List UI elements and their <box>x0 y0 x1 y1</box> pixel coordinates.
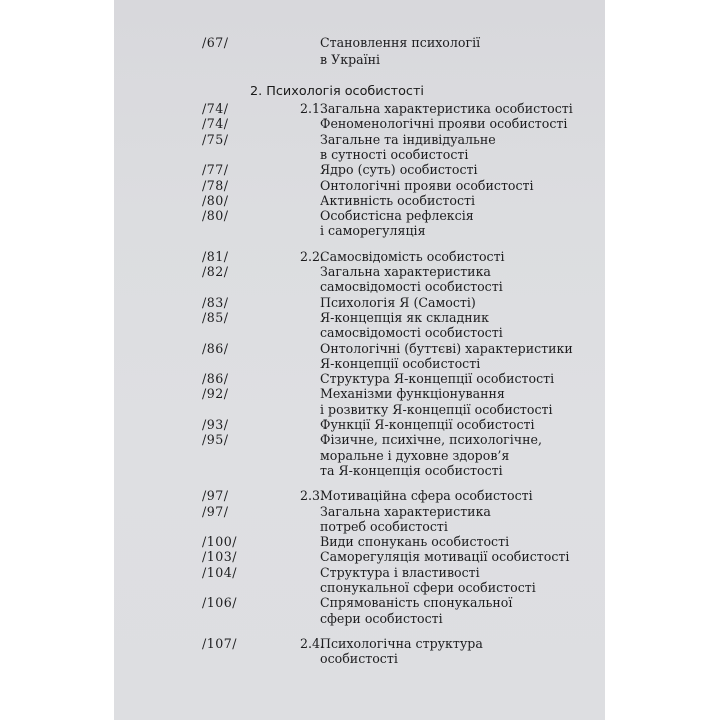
entry-title-line: моральне і духовне здоров’я <box>320 447 510 463</box>
subsection-number: 2.1. <box>300 101 325 116</box>
entry-title-line: Особистісна рефлексія <box>320 208 474 224</box>
page-number: /93/ <box>202 417 229 432</box>
page-number: /97/ <box>202 503 229 519</box>
entry-title-line: особистості <box>320 651 398 667</box>
page-number: /80/ <box>202 192 229 208</box>
entry-title-line: Види спонукань особистості <box>320 534 510 550</box>
page-number: /85/ <box>202 309 229 325</box>
page-number: /67/ <box>202 35 229 50</box>
entry-title-line: Функції Я-концепції особистості <box>320 417 535 432</box>
page-number: /104/ <box>202 564 238 580</box>
entry-title-line: Онтологічні прояви особистості <box>320 177 534 193</box>
entry-title-line: самосвідомості особистості <box>320 325 503 341</box>
entry-title-line: Загальна характеристика <box>320 503 491 519</box>
entry-title-line: Ядро (суть) особистості <box>320 162 478 178</box>
page-number: /95/ <box>202 432 229 448</box>
entry-title-line: і саморегуляція <box>320 223 426 239</box>
subsection-number: 2.4. <box>300 635 325 651</box>
entry-title-line: Самосвідомість особистості <box>320 248 505 264</box>
entry-title-line: та Я-концепція особистості <box>320 462 503 478</box>
entry-title-line: Феноменологічні прояви особистості <box>320 116 568 132</box>
entry-title-line: Саморегуляція мотивації особистості <box>320 549 570 565</box>
entry-title-line: Психологічна структура <box>320 635 483 651</box>
page-number: /74/ <box>202 116 229 132</box>
entry-title-line: в сутності особистості <box>320 146 469 162</box>
page-number: /83/ <box>202 294 229 310</box>
entry-title-line: Фізичне, психічне, психологічне, <box>320 432 542 448</box>
subsection-number: 2.2. <box>300 248 325 264</box>
section-title: 2. Психологія особистості <box>250 84 424 99</box>
entry-title-line: Структура Я-концепції особистості <box>320 371 555 387</box>
entry-title-line: Структура і властивості <box>320 564 480 580</box>
entry-title-line: потреб особистості <box>320 518 448 534</box>
page-number: /106/ <box>202 595 238 611</box>
page-number: /75/ <box>202 131 229 147</box>
entry-title-line: Механізми функціонування <box>320 386 505 402</box>
page-number: /86/ <box>202 371 229 387</box>
page-number: /82/ <box>202 264 229 279</box>
entry-title-line: спонукальної сфери особистості <box>320 580 536 595</box>
subsection-number: 2.3. <box>300 488 325 504</box>
entry-title-line: сфери особистості <box>320 610 443 626</box>
page-number: /107/ <box>202 635 238 651</box>
page-number: /74/ <box>202 101 229 116</box>
entry-title-line: в Україні <box>320 52 381 67</box>
entry-title-line: Мотиваційна сфера особистості <box>320 488 533 504</box>
entry-title-line: Я-концепції особистості <box>320 355 481 371</box>
entry-title-line: самосвідомості особистості <box>320 279 503 295</box>
entry-title-line: Онтологічні (буттєві) характеристики <box>320 340 573 356</box>
entry-title-line: Активність особистості <box>320 192 476 208</box>
entry-title-line: Психологія Я (Самості) <box>320 294 476 310</box>
entry-title-line: Загальна характеристика особистості <box>320 101 573 116</box>
page-number: /80/ <box>202 208 229 224</box>
page-number: /77/ <box>202 162 229 178</box>
entry-title-line: Загальна характеристика <box>320 264 491 279</box>
entry-title-line: і розвитку Я-концепції особистості <box>320 401 553 417</box>
page-number: /86/ <box>202 340 229 356</box>
page-number: /97/ <box>202 488 229 504</box>
entry-title-line: Загальне та індивідуальне <box>320 131 496 147</box>
page-number: /92/ <box>202 386 229 402</box>
entry-title-line: Спрямованість спонукальної <box>320 595 513 611</box>
page-number: /103/ <box>202 549 238 565</box>
entry-title-line: Становлення психології <box>320 35 481 50</box>
book-page <box>114 0 605 720</box>
entry-title-line: Я-концепція як складник <box>320 309 489 325</box>
page-number: /78/ <box>202 177 229 193</box>
page-number: /81/ <box>202 248 229 264</box>
page-number: /100/ <box>202 534 238 550</box>
